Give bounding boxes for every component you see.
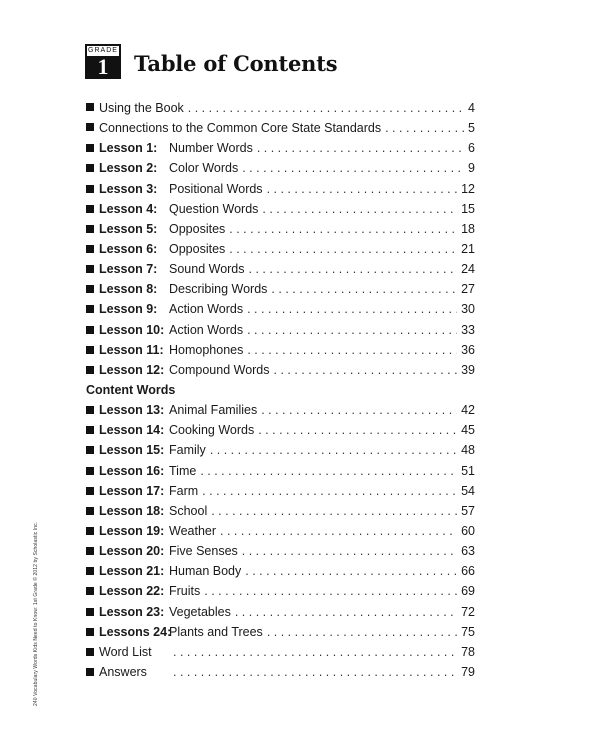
lesson-topic: Action Words xyxy=(169,302,244,317)
page-number: 57 xyxy=(461,503,475,518)
dot-leader xyxy=(258,423,457,437)
bullet-square-icon xyxy=(86,668,94,676)
lesson-topic: Animal Families xyxy=(169,403,258,418)
dot-leader xyxy=(188,101,464,115)
toc-entry-lesson[interactable] xyxy=(86,524,475,544)
dot-leader xyxy=(173,665,457,679)
page-title: Table of Contents xyxy=(134,51,338,76)
page-number: 54 xyxy=(461,483,475,498)
bullet-square-icon xyxy=(86,587,94,595)
dot-leader xyxy=(247,302,457,316)
toc-entry-answers[interactable] xyxy=(86,665,475,685)
dot-leader xyxy=(267,182,458,196)
lesson-label: Lesson 5: xyxy=(99,221,158,236)
lesson-label: Lesson 17: xyxy=(99,483,165,498)
page-number: 24 xyxy=(461,262,475,277)
bullet-square-icon xyxy=(86,326,94,334)
lesson-label: Lesson 22: xyxy=(99,584,165,599)
bullet-square-icon xyxy=(86,265,94,273)
lesson-label: Lesson 1: xyxy=(99,141,158,156)
toc-entry-lesson[interactable] xyxy=(86,202,475,222)
table-of-contents xyxy=(86,101,475,685)
bullet-square-icon xyxy=(86,547,94,555)
page-number: 45 xyxy=(461,423,475,438)
page-number: 42 xyxy=(461,403,475,418)
bullet-square-icon xyxy=(86,366,94,374)
page-number: 78 xyxy=(461,644,475,659)
lesson-label: Lesson 6: xyxy=(99,241,158,256)
lesson-label: Lesson 18: xyxy=(99,503,165,518)
toc-entry-using-the-book[interactable] xyxy=(86,101,475,121)
page-number: 18 xyxy=(461,221,475,236)
toc-entry-lesson[interactable] xyxy=(86,323,475,343)
entry-text: Connections to the Common Core State Standards xyxy=(99,121,382,136)
lesson-topic: Compound Words xyxy=(169,362,270,377)
dot-leader xyxy=(220,524,457,538)
bullet-square-icon xyxy=(86,205,94,213)
bullet-square-icon xyxy=(86,123,94,131)
page-number: 63 xyxy=(461,544,475,559)
lesson-label: Lesson 19: xyxy=(99,523,165,538)
page-number: 9 xyxy=(468,161,475,176)
lesson-topic: School xyxy=(169,503,208,518)
lesson-label: Lesson 12: xyxy=(99,362,165,377)
lesson-topic: Positional Words xyxy=(169,181,263,196)
dot-leader xyxy=(173,645,457,659)
lesson-label: Lessons 24: xyxy=(99,624,172,639)
dot-leader xyxy=(267,625,457,639)
lesson-label: Lesson 4: xyxy=(99,201,158,216)
page-number: 12 xyxy=(461,181,475,196)
lesson-topic: Action Words xyxy=(169,322,244,337)
bullet-square-icon xyxy=(86,608,94,616)
toc-entry-lesson[interactable] xyxy=(86,504,475,524)
dot-leader xyxy=(385,121,464,135)
bullet-square-icon xyxy=(86,648,94,656)
lesson-label: Lesson 16: xyxy=(99,463,165,478)
toc-entry-lesson[interactable] xyxy=(86,242,475,262)
page-number: 48 xyxy=(461,443,475,458)
entry-text: Answers xyxy=(99,664,147,679)
toc-entry-lesson[interactable] xyxy=(86,302,475,322)
page-number: 15 xyxy=(461,201,475,216)
bullet-square-icon xyxy=(86,507,94,515)
lesson-topic: Family xyxy=(169,443,206,458)
copyright-credit: 240 Vocabulary Words Kids Need to Know: 1st Grade © 2012 by Scholastic Inc. xyxy=(33,521,39,706)
bullet-square-icon xyxy=(86,446,94,454)
lesson-label: Lesson 7: xyxy=(99,262,158,277)
lesson-topic: Homophones xyxy=(169,342,244,357)
lesson-label: Lesson 8: xyxy=(99,282,158,297)
dot-leader xyxy=(257,141,464,155)
lesson-topic: Number Words xyxy=(169,141,253,156)
dot-leader xyxy=(249,262,458,276)
dot-leader xyxy=(210,443,457,457)
entry-text: Using the Book xyxy=(99,101,184,115)
dot-leader xyxy=(261,403,457,417)
lesson-topic: Cooking Words xyxy=(169,423,255,438)
page-number: 6 xyxy=(468,141,475,156)
lesson-topic: Farm xyxy=(169,483,199,498)
bullet-square-icon xyxy=(86,628,94,636)
page-number: 21 xyxy=(461,241,475,256)
lesson-label: Lesson 3: xyxy=(99,181,158,196)
lesson-topic: Time xyxy=(169,463,197,478)
lesson-topic: Human Body xyxy=(169,564,242,579)
toc-entry-lesson[interactable] xyxy=(86,403,475,423)
grade-label: GRADE xyxy=(88,47,118,54)
lesson-topic: Color Words xyxy=(169,161,239,176)
bullet-square-icon xyxy=(86,103,94,111)
page-number: 60 xyxy=(461,523,475,538)
lesson-label: Lesson 13: xyxy=(99,403,165,418)
dot-leader xyxy=(247,343,457,357)
toc-entry-word-list[interactable] xyxy=(86,645,475,665)
toc-entry-lesson[interactable] xyxy=(86,484,475,504)
page-number: 33 xyxy=(461,322,475,337)
bullet-square-icon xyxy=(86,487,94,495)
lesson-label: Lesson 10: xyxy=(99,322,165,337)
toc-entry-lesson[interactable] xyxy=(86,363,475,383)
lesson-label: Lesson 9: xyxy=(99,302,158,317)
toc-entry-lesson[interactable] xyxy=(86,423,475,443)
toc-entry-lesson[interactable] xyxy=(86,564,475,584)
dot-leader xyxy=(245,564,457,578)
lesson-topic: Question Words xyxy=(169,201,259,216)
lesson-label: Lesson 15: xyxy=(99,443,165,458)
bullet-square-icon xyxy=(86,185,94,193)
toc-entry-lesson[interactable] xyxy=(86,141,475,161)
lesson-label: Lesson 20: xyxy=(99,544,165,559)
dot-leader xyxy=(235,605,457,619)
bullet-square-icon xyxy=(86,285,94,293)
dot-leader xyxy=(274,363,458,377)
lesson-topic: Fruits xyxy=(169,584,201,599)
lesson-topic: Describing Words xyxy=(169,282,268,297)
lesson-topic: Sound Words xyxy=(169,262,245,277)
bullet-square-icon xyxy=(86,346,94,354)
lesson-label: Lesson 11: xyxy=(99,342,164,357)
lesson-label: Lesson 23: xyxy=(99,604,165,619)
bullet-square-icon xyxy=(86,225,94,233)
dot-leader xyxy=(242,161,464,175)
bullet-square-icon xyxy=(86,527,94,535)
page-number: 27 xyxy=(461,282,475,297)
bullet-square-icon xyxy=(86,245,94,253)
entry-text: Word List xyxy=(99,644,152,659)
dot-leader xyxy=(229,242,457,256)
dot-leader xyxy=(229,222,457,236)
page-number: 51 xyxy=(461,463,475,478)
page-number: 75 xyxy=(461,624,475,639)
section-heading-content-words: Content Words xyxy=(86,382,176,397)
toc-entry-lesson[interactable] xyxy=(86,222,475,242)
toc-entry-lesson[interactable] xyxy=(86,625,475,645)
lesson-topic: Opposites xyxy=(169,241,226,256)
grade-number: 1 xyxy=(87,56,119,77)
page-number: 36 xyxy=(461,342,475,357)
page-number: 39 xyxy=(461,362,475,377)
grade-badge xyxy=(85,44,121,79)
dot-leader xyxy=(247,323,457,337)
toc-entry-lesson[interactable] xyxy=(86,182,475,202)
toc-entry-lesson[interactable] xyxy=(86,464,475,484)
lesson-topic: Weather xyxy=(169,523,217,538)
page-number: 30 xyxy=(461,302,475,317)
toc-entry-lesson[interactable] xyxy=(86,443,475,463)
lesson-topic: Opposites xyxy=(169,221,226,236)
page-number: 5 xyxy=(468,121,475,136)
bullet-square-icon xyxy=(86,305,94,313)
bullet-square-icon xyxy=(86,426,94,434)
toc-entry-lesson[interactable] xyxy=(86,262,475,282)
bullet-square-icon xyxy=(86,164,94,172)
toc-entry-lesson[interactable] xyxy=(86,343,475,363)
page-number: 4 xyxy=(468,101,475,115)
bullet-square-icon xyxy=(86,144,94,152)
lesson-label: Lesson 21: xyxy=(99,564,165,579)
bullet-square-icon xyxy=(86,406,94,414)
dot-leader xyxy=(211,504,457,518)
toc-entry-lesson[interactable] xyxy=(86,161,475,181)
page-number: 79 xyxy=(461,664,475,679)
dot-leader xyxy=(262,202,457,216)
page-number: 72 xyxy=(461,604,475,619)
toc-entry-lesson[interactable] xyxy=(86,544,475,564)
toc-entry-lesson[interactable] xyxy=(86,605,475,625)
dot-leader xyxy=(204,584,457,598)
dot-leader xyxy=(202,484,457,498)
dot-leader xyxy=(242,544,457,558)
toc-entry-lesson[interactable] xyxy=(86,282,475,302)
lesson-topic: Vegetables xyxy=(169,604,231,619)
bullet-square-icon xyxy=(86,567,94,575)
bullet-square-icon xyxy=(86,467,94,475)
lesson-label: Lesson 14: xyxy=(99,423,165,438)
toc-entry-lesson[interactable] xyxy=(86,584,475,604)
toc-entry-common-core[interactable] xyxy=(86,121,475,141)
page-number: 69 xyxy=(461,584,475,599)
page-number: 66 xyxy=(461,564,475,579)
dot-leader xyxy=(271,282,457,296)
lesson-topic: Five Senses xyxy=(169,544,238,559)
lesson-label: Lesson 2: xyxy=(99,161,158,176)
dot-leader xyxy=(200,464,457,478)
lesson-topic: Plants and Trees xyxy=(169,624,263,639)
